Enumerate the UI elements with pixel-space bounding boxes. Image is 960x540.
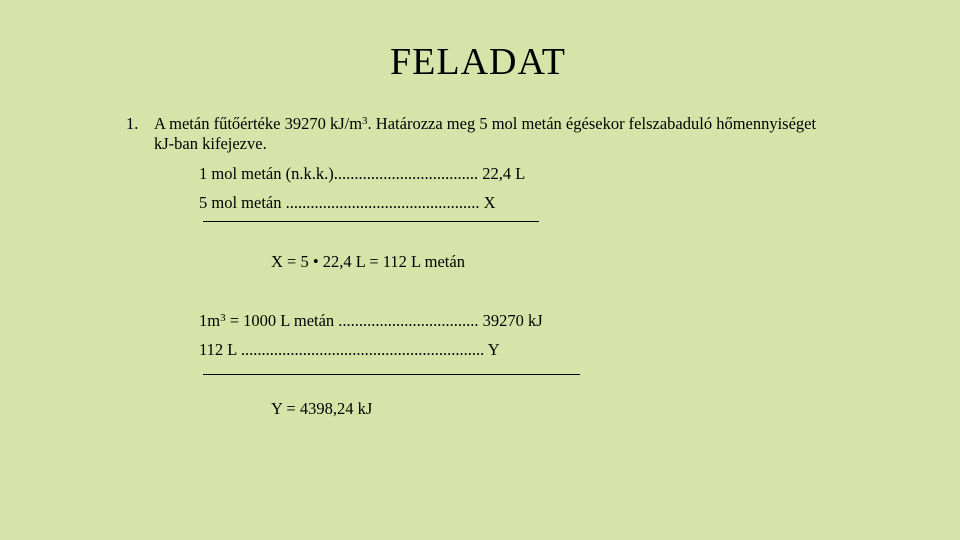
calc1-line2: 5 mol metán ............................................... X: [199, 193, 496, 212]
calc2-line2: 112 L ........................................................... Y: [199, 340, 500, 359]
problem-number: 1.: [126, 114, 139, 133]
calc1-result: X = 5 • 22,4 L = 112 L metán: [271, 252, 465, 271]
calc2-line1: $1m^3 = 1000$ L metán .................................. 39270 kJ: [199, 311, 543, 330]
calc1-line1: 1 mol metán (n.k.k.)................................... 22,4 L: [199, 164, 526, 183]
calc2-divider: [203, 374, 580, 375]
calc2-result: Y = 4398,24 kJ: [271, 399, 373, 418]
problem-statement: [126, 114, 826, 154]
problem-text: A metán fűtőértéke 39270 $kJ/m^3$. Határozza meg 5 mol metán égésekor felszabaduló hőmennyiséget kJ-ban kifejezve.: [154, 114, 817, 153]
calc1-divider: [203, 221, 539, 222]
slide-title: FELADAT: [390, 41, 566, 83]
